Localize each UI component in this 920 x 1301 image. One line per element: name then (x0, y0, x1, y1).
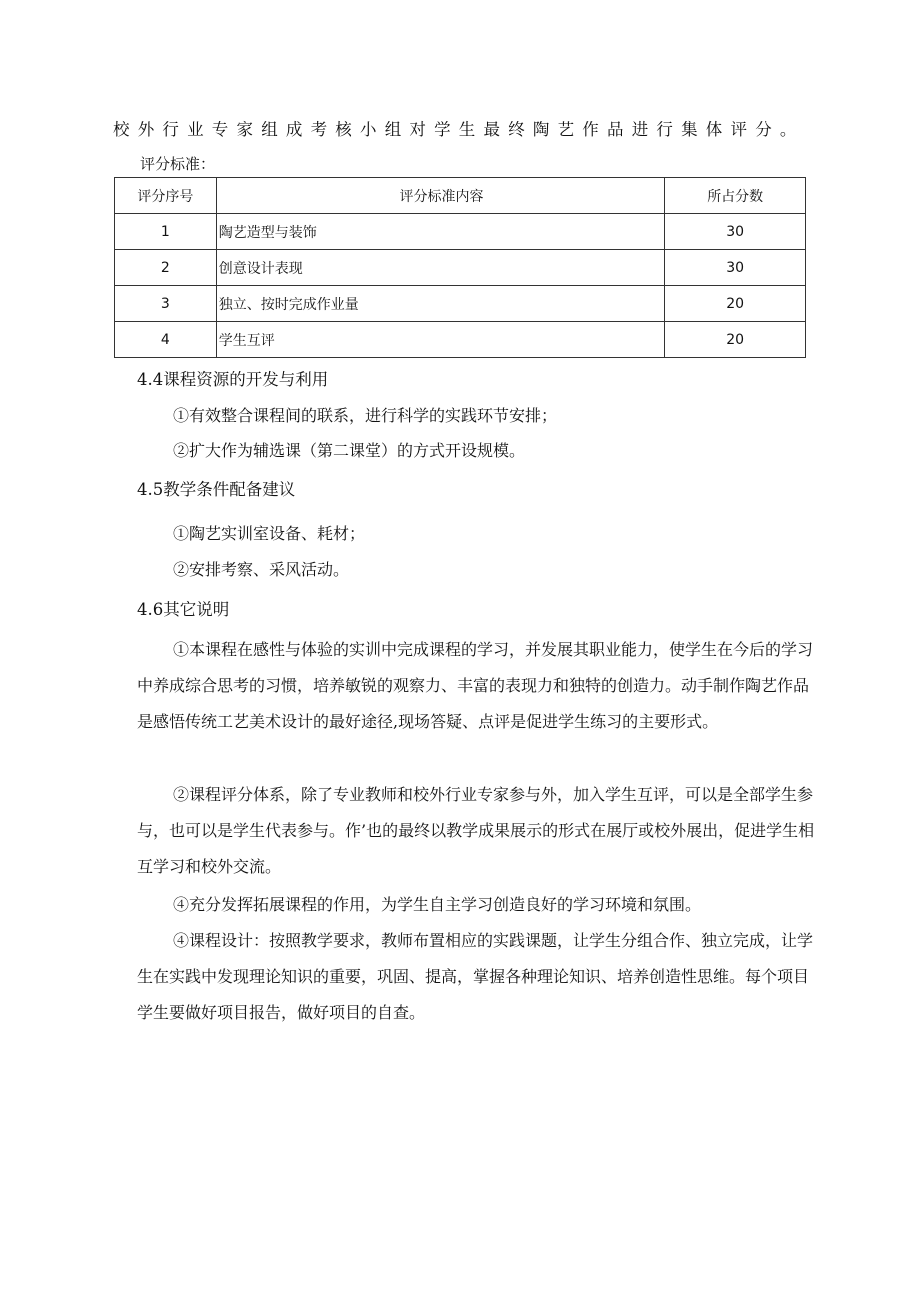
row-score: 30 (665, 250, 806, 286)
section-4-5-heading: 4.5教学条件配备建议 (137, 480, 296, 499)
row-content: 独立、按时完成作业量 (216, 286, 665, 322)
row-content: 学生互评 (216, 322, 665, 358)
section-4-5-item: ②安排考察、采风活动。 (173, 560, 350, 579)
section-4-4-heading: 4.4课程资源的开发与利用 (137, 370, 329, 389)
scoring-table (114, 177, 806, 358)
scoring-label: 评分标准： (140, 155, 216, 173)
row-score: 30 (665, 214, 806, 250)
section-4-4-item: ①有效整合课程间的联系，进行科学的实践环节安排； (173, 406, 558, 425)
table-row (115, 214, 806, 250)
intro-line: 校外行业专家组成考核小组对学生最终陶艺作品进行集体评分。 (113, 120, 805, 139)
table-row (115, 286, 806, 322)
header-no: 评分序号 (115, 178, 217, 214)
section-4-6-paragraph: ④充分发挥拓展课程的作用，为学生自主学习创造良好的学习环境和氛围。 (173, 895, 702, 914)
table-header-row (115, 178, 806, 214)
row-no: 4 (115, 322, 217, 358)
row-content: 陶艺造型与装饰 (216, 214, 665, 250)
section-4-5-item: ①陶艺实训室设备、耗材； (173, 524, 366, 543)
section-4-6-paragraph: ④课程设计：按照教学要求，教师布置相应的实践课题，让学生分组合作、独立完成，让学生在实践中发现理论知识的重要，巩固、提高，掌握各种理论知识、培养创造性思维。每个项目学生要做好项目报告，做好项目的自查。 (137, 931, 814, 1022)
table-row (115, 250, 806, 286)
section-4-6-paragraph: ②课程评分体系，除了专业教师和校外行业专家参与外，加入学生互评，可以是全部学生参与，也可以是学生代表参与。作’也的最终以教学成果展示的形式在展厅或校外展出，促进学生相互学习和校外交流。 (137, 785, 815, 876)
row-content: 创意设计表现 (216, 250, 665, 286)
row-score: 20 (665, 322, 806, 358)
row-no: 2 (115, 250, 217, 286)
row-no: 1 (115, 214, 217, 250)
row-no: 3 (115, 286, 217, 322)
header-score: 所占分数 (665, 178, 806, 214)
section-4-4-item: ②扩大作为辅选课（第二课堂）的方式开设规模。 (173, 441, 526, 460)
section-4-6-heading: 4.6其它说明 (137, 600, 230, 619)
table-row (115, 322, 806, 358)
section-4-6-paragraph: ①本课程在感性与体验的实训中完成课程的学习，并发展其职业能力，使学生在今后的学习中养成综合思考的习惯，培养敏锐的观察力、丰富的表现力和独特的创造力。动手制作陶艺作品是感悟传统工艺美术设计的最好途径,现场答疑、点评是促进学生练习的主要形式。 (137, 640, 814, 731)
row-score: 20 (665, 286, 806, 322)
header-content: 评分标准内容 (216, 178, 665, 214)
